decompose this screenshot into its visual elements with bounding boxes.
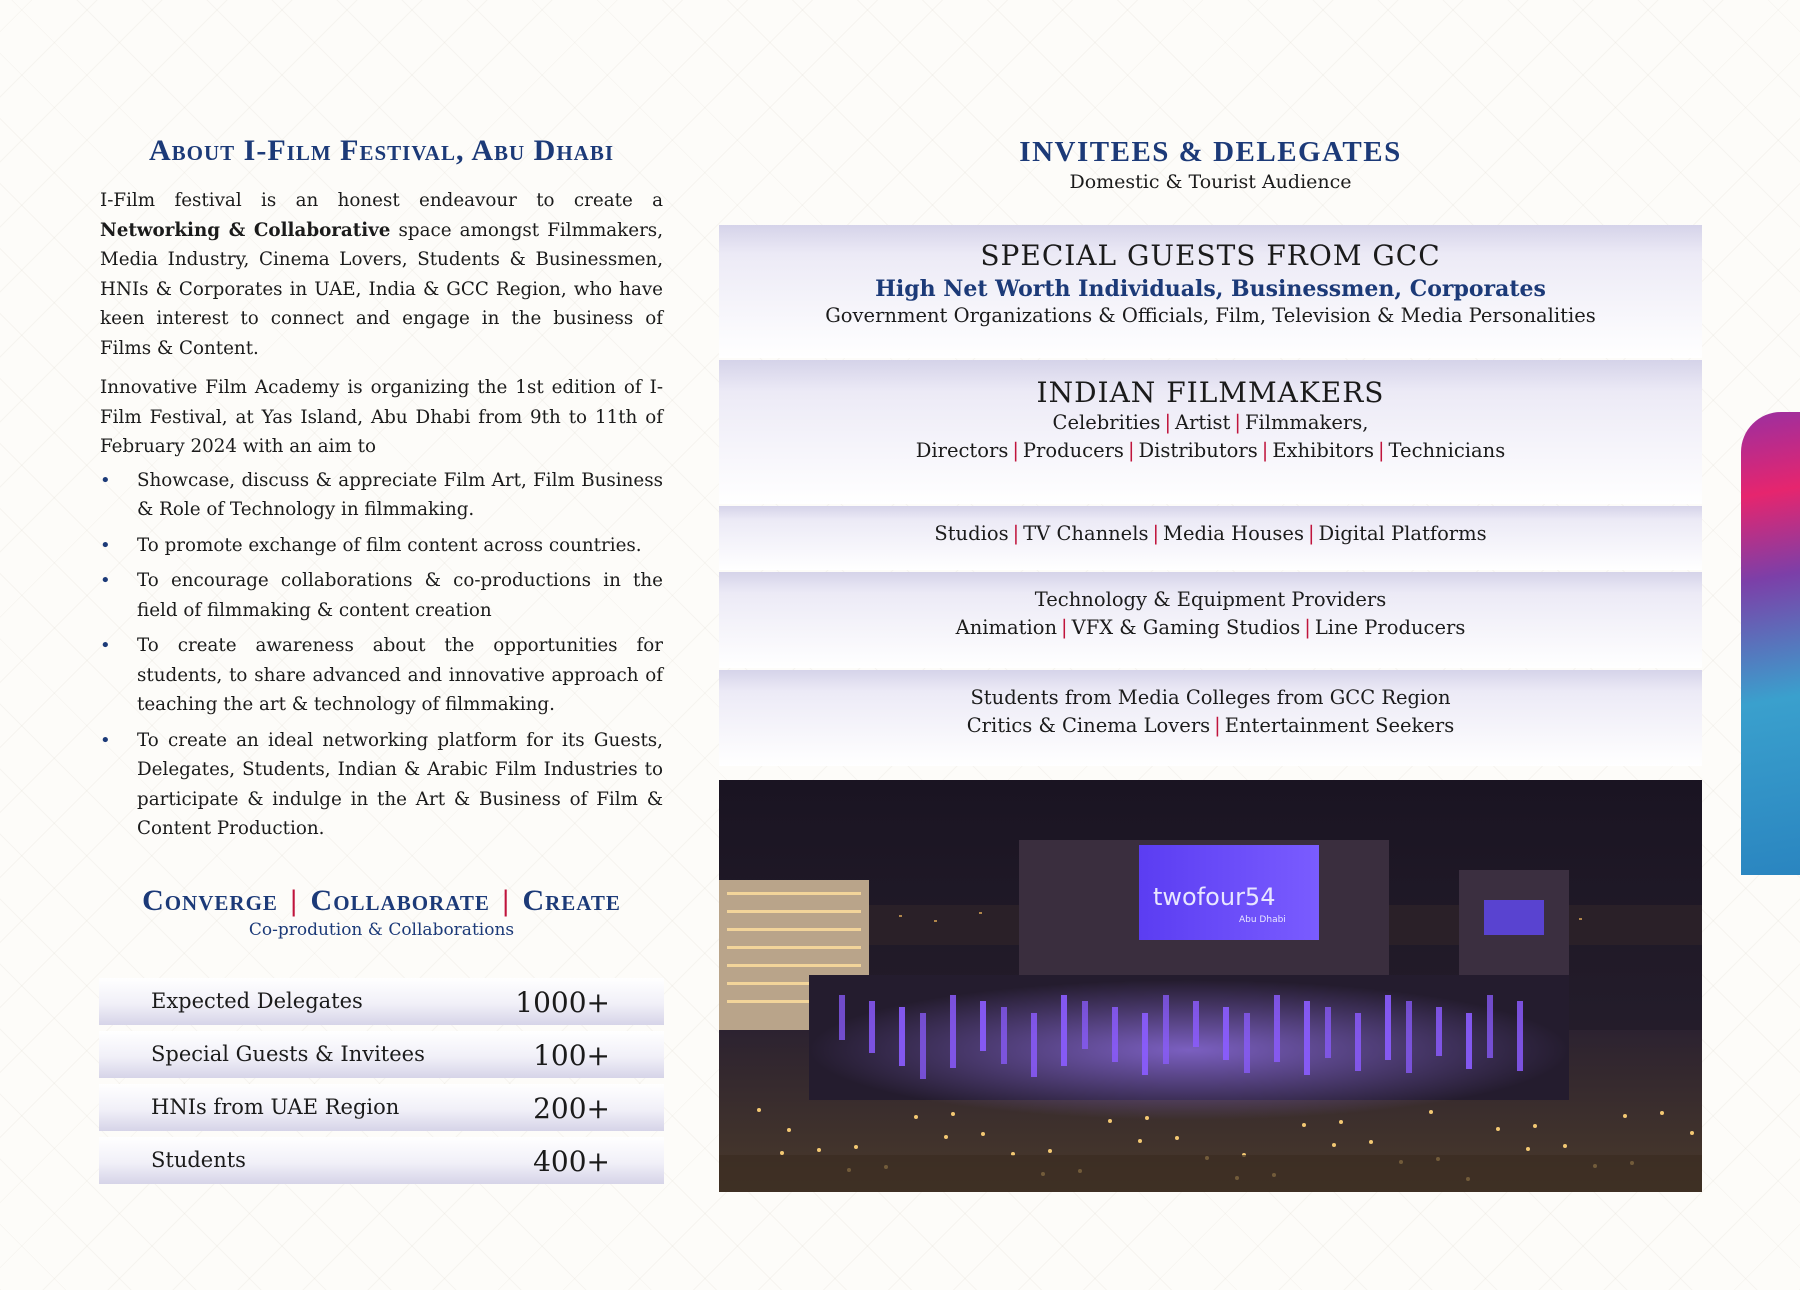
stat-label: HNIs from UAE Region: [151, 1095, 400, 1119]
filmmakers-item: Producers: [1022, 439, 1124, 462]
light-fin: [839, 995, 845, 1040]
tech-band: [719, 572, 1702, 668]
path-lamp: [757, 1108, 761, 1112]
bullet-icon: •: [100, 635, 111, 656]
light-fin: [1061, 995, 1067, 1066]
path-lamp: [817, 1148, 821, 1152]
light-fin: [1385, 995, 1391, 1060]
aim-item: [100, 466, 663, 525]
light-fin: [1325, 1007, 1331, 1058]
students-line-2: Critics & Cinema Lovers | Entertainment Seekers: [966, 714, 1455, 737]
path-lamp: [1563, 1144, 1567, 1148]
stat-value: 400+: [533, 1145, 610, 1178]
aim-text: To promote exchange of film content across countries.: [137, 534, 642, 556]
filmmakers-line-1: Celebrities | Artist | Filmmakers,: [1052, 411, 1369, 434]
light-fin: [1142, 1013, 1148, 1075]
tagline-separator: |: [290, 883, 299, 917]
path-lamp: [1302, 1123, 1306, 1127]
gcc-title: SPECIAL GUESTS FROM GCC: [980, 239, 1441, 272]
path-lamp: [944, 1135, 948, 1139]
filmmakers-item: Exhibitors: [1272, 439, 1374, 462]
stat-value: 200+: [533, 1092, 610, 1125]
tagline-converge: Converge: [142, 883, 278, 917]
invitees-subtitle: Domestic & Tourist Audience: [1069, 171, 1352, 193]
path-lamp: [1332, 1143, 1336, 1147]
gcc-highlight: High Net Worth Individuals, Businessmen, Corporates: [875, 276, 1546, 302]
stat-value: 1000+: [515, 986, 610, 1019]
students-line-1: Students from Media Colleges from GCC Region: [970, 686, 1451, 709]
bullet-icon: •: [100, 570, 111, 591]
path-lamp: [1526, 1147, 1530, 1151]
light-fin: [950, 995, 956, 1068]
path-lamp: [1138, 1139, 1142, 1143]
tagline-collaborate: Collaborate: [310, 883, 490, 917]
filmmakers-line-2: Directors | Producers | Distributors | Exhibitors | Technicians: [915, 439, 1506, 462]
tagline: [100, 884, 663, 918]
stat-value: 100+: [533, 1039, 610, 1072]
light-fin: [1223, 1007, 1229, 1060]
media-item: Studios: [934, 522, 1009, 545]
light-fin: [1406, 1001, 1412, 1073]
light-fin: [1244, 1013, 1250, 1073]
path-lamp: [951, 1112, 955, 1116]
light-fin: [1304, 1001, 1310, 1075]
light-fin: [899, 1007, 905, 1066]
light-fin: [1436, 1007, 1442, 1056]
decorative-side-strip: [1741, 412, 1800, 875]
tech-item: Line Producers: [1314, 616, 1466, 639]
light-fin: [1112, 1007, 1118, 1062]
aim-text: To create an ideal networking platform for its Guests, Delegates, Students, Indian & Arabic Film Industries to participate & indulge in the Art & Business of Film & Content Production.: [137, 729, 663, 839]
venue-sign: twofour54: [1153, 883, 1276, 911]
bullet-icon: •: [100, 469, 111, 491]
light-fin: [1082, 1001, 1088, 1049]
path-lamp: [914, 1115, 918, 1119]
venue-sign-sub: Abu Dhabi: [1239, 915, 1286, 925]
tagline-subtitle: Co-prodution & Collaborations: [248, 919, 515, 940]
path-lamp: [1175, 1136, 1179, 1140]
stat-row: [99, 1084, 664, 1131]
path-lamp: [1048, 1149, 1052, 1153]
light-fin: [920, 1013, 926, 1079]
aim-item: [100, 631, 663, 720]
path-lamp: [1108, 1119, 1112, 1123]
aims-list: [100, 466, 663, 844]
about-paragraph-2: Innovative Film Academy is organizing the 1st edition of I-Film Festival, at Yas Island, Abu Dhabi from 9th to 11th of February 2024 with an aim to: [100, 377, 663, 457]
about-para1-rest: space amongst Filmmakers, Media Industry, Cinema Lovers, Students & Businessmen, HNIs & Corporates in UAE, India & GCC Region, who have keen interest to connect and engage in the business of Films & Content.: [100, 219, 664, 359]
bullet-icon: •: [100, 534, 111, 556]
light-fin: [1487, 995, 1493, 1058]
about-title: About I-Film Festival, Abu Dhabi: [148, 134, 615, 167]
tagline-create: Create: [522, 883, 621, 917]
path-lamp: [1660, 1111, 1664, 1115]
light-fin: [1193, 1001, 1199, 1047]
stats-table: [99, 978, 664, 1190]
path-lamp: [1339, 1120, 1343, 1124]
path-lamp: [1496, 1127, 1500, 1131]
path-lamp: [1690, 1131, 1694, 1135]
light-fin: [1466, 1013, 1472, 1069]
light-fin: [980, 1001, 986, 1051]
aim-text: To encourage collaborations & co-productions in the field of filmmaking & content creation: [137, 570, 663, 621]
aim-item: [100, 726, 663, 844]
light-fin: [1517, 1001, 1523, 1071]
filmmakers-item: Filmmakers,: [1244, 411, 1369, 434]
stat-label: Expected Delegates: [151, 989, 363, 1013]
invitees-header: [719, 136, 1702, 193]
path-lamp: [787, 1128, 791, 1132]
stat-label: Special Guests & Invitees: [151, 1042, 425, 1066]
media-line: Studios | TV Channels | Media Houses | Digital Platforms: [934, 522, 1487, 545]
students-item: Critics & Cinema Lovers: [966, 714, 1211, 737]
tech-item: VFX & Gaming Studios: [1071, 616, 1301, 639]
tech-line-1: Technology & Equipment Providers: [1034, 588, 1387, 611]
tech-line-2: Animation | VFX & Gaming Studios | Line Producers: [955, 616, 1466, 639]
filmmakers-item: Technicians: [1388, 439, 1506, 462]
about-section: [100, 134, 663, 940]
stat-row: [99, 978, 664, 1025]
aim-item: [100, 566, 663, 625]
tagline-separator: |: [502, 883, 510, 917]
stat-row: [99, 1031, 664, 1078]
media-item: Digital Platforms: [1318, 522, 1487, 545]
media-band: [719, 506, 1702, 570]
light-fin: [1031, 1013, 1037, 1077]
aim-item: [100, 531, 663, 561]
light-fin: [1001, 1007, 1007, 1064]
filmmakers-item: Celebrities: [1052, 411, 1161, 434]
aim-text: To create awareness about the opportunities for students, to share advanced and innovative approach of teaching the art & technology of filmmaking.: [137, 635, 663, 715]
path-lamp: [1533, 1124, 1537, 1128]
venue-photo-illustration: [719, 780, 1702, 1192]
students-item: Entertainment Seekers: [1224, 714, 1455, 737]
about-para1-lead: I-Film festival is an honest endeavour to create a: [100, 190, 663, 211]
filmmakers-title: INDIAN FILMMAKERS: [1036, 376, 1385, 409]
tech-item: Animation: [955, 616, 1058, 639]
filmmakers-item: Artist: [1175, 411, 1231, 434]
path-lamp: [1623, 1114, 1627, 1118]
light-fin: [1274, 995, 1280, 1062]
bullet-icon: •: [100, 729, 111, 751]
path-lamp: [1145, 1116, 1149, 1120]
indian-filmmakers-band: [719, 360, 1702, 504]
light-fin: [869, 1001, 875, 1053]
path-lamp: [780, 1151, 784, 1155]
gcc-guests-band: [719, 225, 1702, 358]
stat-label: Students: [151, 1148, 246, 1172]
path-lamp: [1429, 1110, 1433, 1114]
invitees-title: INVITEES & DELEGATES: [1019, 136, 1402, 168]
filmmakers-item: Directors: [915, 439, 1009, 462]
students-band: [719, 670, 1702, 766]
about-para1-bold: Networking & Collaborative: [100, 219, 391, 241]
path-lamp: [981, 1132, 985, 1136]
gcc-line: Government Organizations & Officials, Film, Television & Media Personalities: [825, 304, 1596, 327]
media-item: Media Houses: [1163, 522, 1304, 545]
filmmakers-item: Distributors: [1138, 439, 1258, 462]
aim-text: Showcase, discuss & appreciate Film Art, Film Business & Role of Technology in filmmaking.: [137, 469, 663, 520]
about-paragraph-1: [100, 186, 663, 363]
light-fin: [1355, 1013, 1361, 1071]
venue-night-photo: [719, 780, 1702, 1192]
stat-row: [99, 1137, 664, 1184]
media-item: TV Channels: [1023, 522, 1149, 545]
light-fin: [1163, 995, 1169, 1064]
path-lamp: [854, 1145, 858, 1149]
path-lamp: [1369, 1140, 1373, 1144]
